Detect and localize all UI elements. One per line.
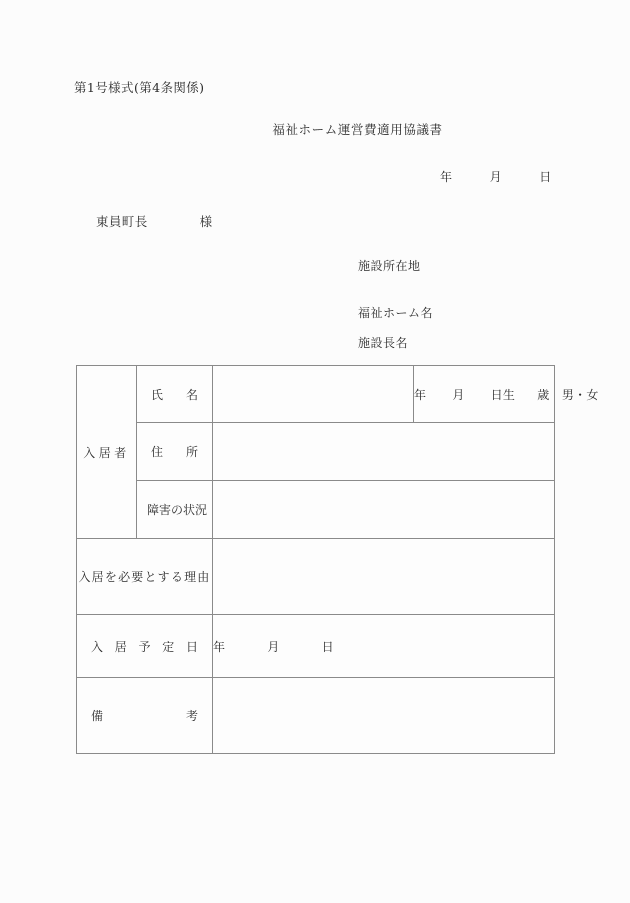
remarks-value-field[interactable] (213, 678, 555, 754)
form-number: 第1号様式(第4条関係) (74, 80, 205, 95)
name-label-char-1: 氏 (151, 387, 164, 402)
disability-label-text: 障害の状況 (147, 503, 208, 517)
move-in-year-label: 年 (213, 639, 226, 654)
address-label-char-2: 所 (185, 445, 198, 459)
facility-home-name-label: 福祉ホーム名 (358, 306, 434, 320)
facility-info-block (358, 257, 433, 351)
age-gender-label: 歳 男・女 (537, 387, 599, 402)
move-in-label-char-4: 定 (162, 639, 175, 654)
remarks-label (77, 678, 213, 754)
disability-label (137, 481, 213, 539)
move-in-date-field[interactable] (213, 615, 555, 678)
table-row-move-in-date (77, 615, 555, 678)
address-label-char-1: 住 (151, 445, 164, 459)
facility-address-label: 施設所在地 (358, 259, 421, 273)
birth-year-label: 年 (414, 387, 427, 402)
name-label (137, 366, 213, 423)
name-label-char-2: 名 (185, 387, 198, 402)
birth-day-label: 日生 (490, 387, 516, 402)
facility-director-label: 施設長名 (358, 336, 409, 350)
move-in-label-char-5: 日 (185, 639, 198, 654)
remarks-label-char-1: 備 (91, 709, 104, 723)
application-table (76, 365, 599, 754)
addressee-name: 東員町長 (96, 214, 148, 229)
resident-group-label: 入居者 (77, 366, 137, 539)
remarks-label-char-2: 考 (185, 709, 198, 723)
birth-gender-field[interactable] (414, 366, 599, 423)
move-in-label-char-1: 入 (91, 639, 104, 654)
move-in-label-char-3: 予 (138, 639, 151, 654)
move-in-day-label: 日 (321, 639, 334, 654)
table-row-name (77, 366, 555, 423)
address-label (137, 423, 213, 481)
table-row-reason (77, 539, 555, 615)
addressee (96, 212, 213, 230)
reason-label: 入居を必要とする理由 (77, 539, 213, 615)
addressee-honorific: 様 (199, 214, 213, 229)
reason-value-field[interactable] (213, 539, 555, 615)
name-value-field[interactable] (213, 366, 414, 423)
date-line: 年 月 日 (440, 170, 552, 184)
document-title: 福祉ホーム運営費適用協議書 (272, 122, 443, 137)
birth-month-label: 月 (452, 387, 465, 402)
address-value-field[interactable] (213, 423, 555, 481)
disability-value-field[interactable] (213, 481, 555, 539)
move-in-month-label: 月 (267, 639, 280, 654)
table-row-disability (77, 481, 555, 539)
table-row-remarks (77, 678, 555, 754)
move-in-label-char-2: 居 (114, 639, 127, 654)
move-in-date-label (77, 615, 213, 678)
table-row-address (77, 423, 555, 481)
